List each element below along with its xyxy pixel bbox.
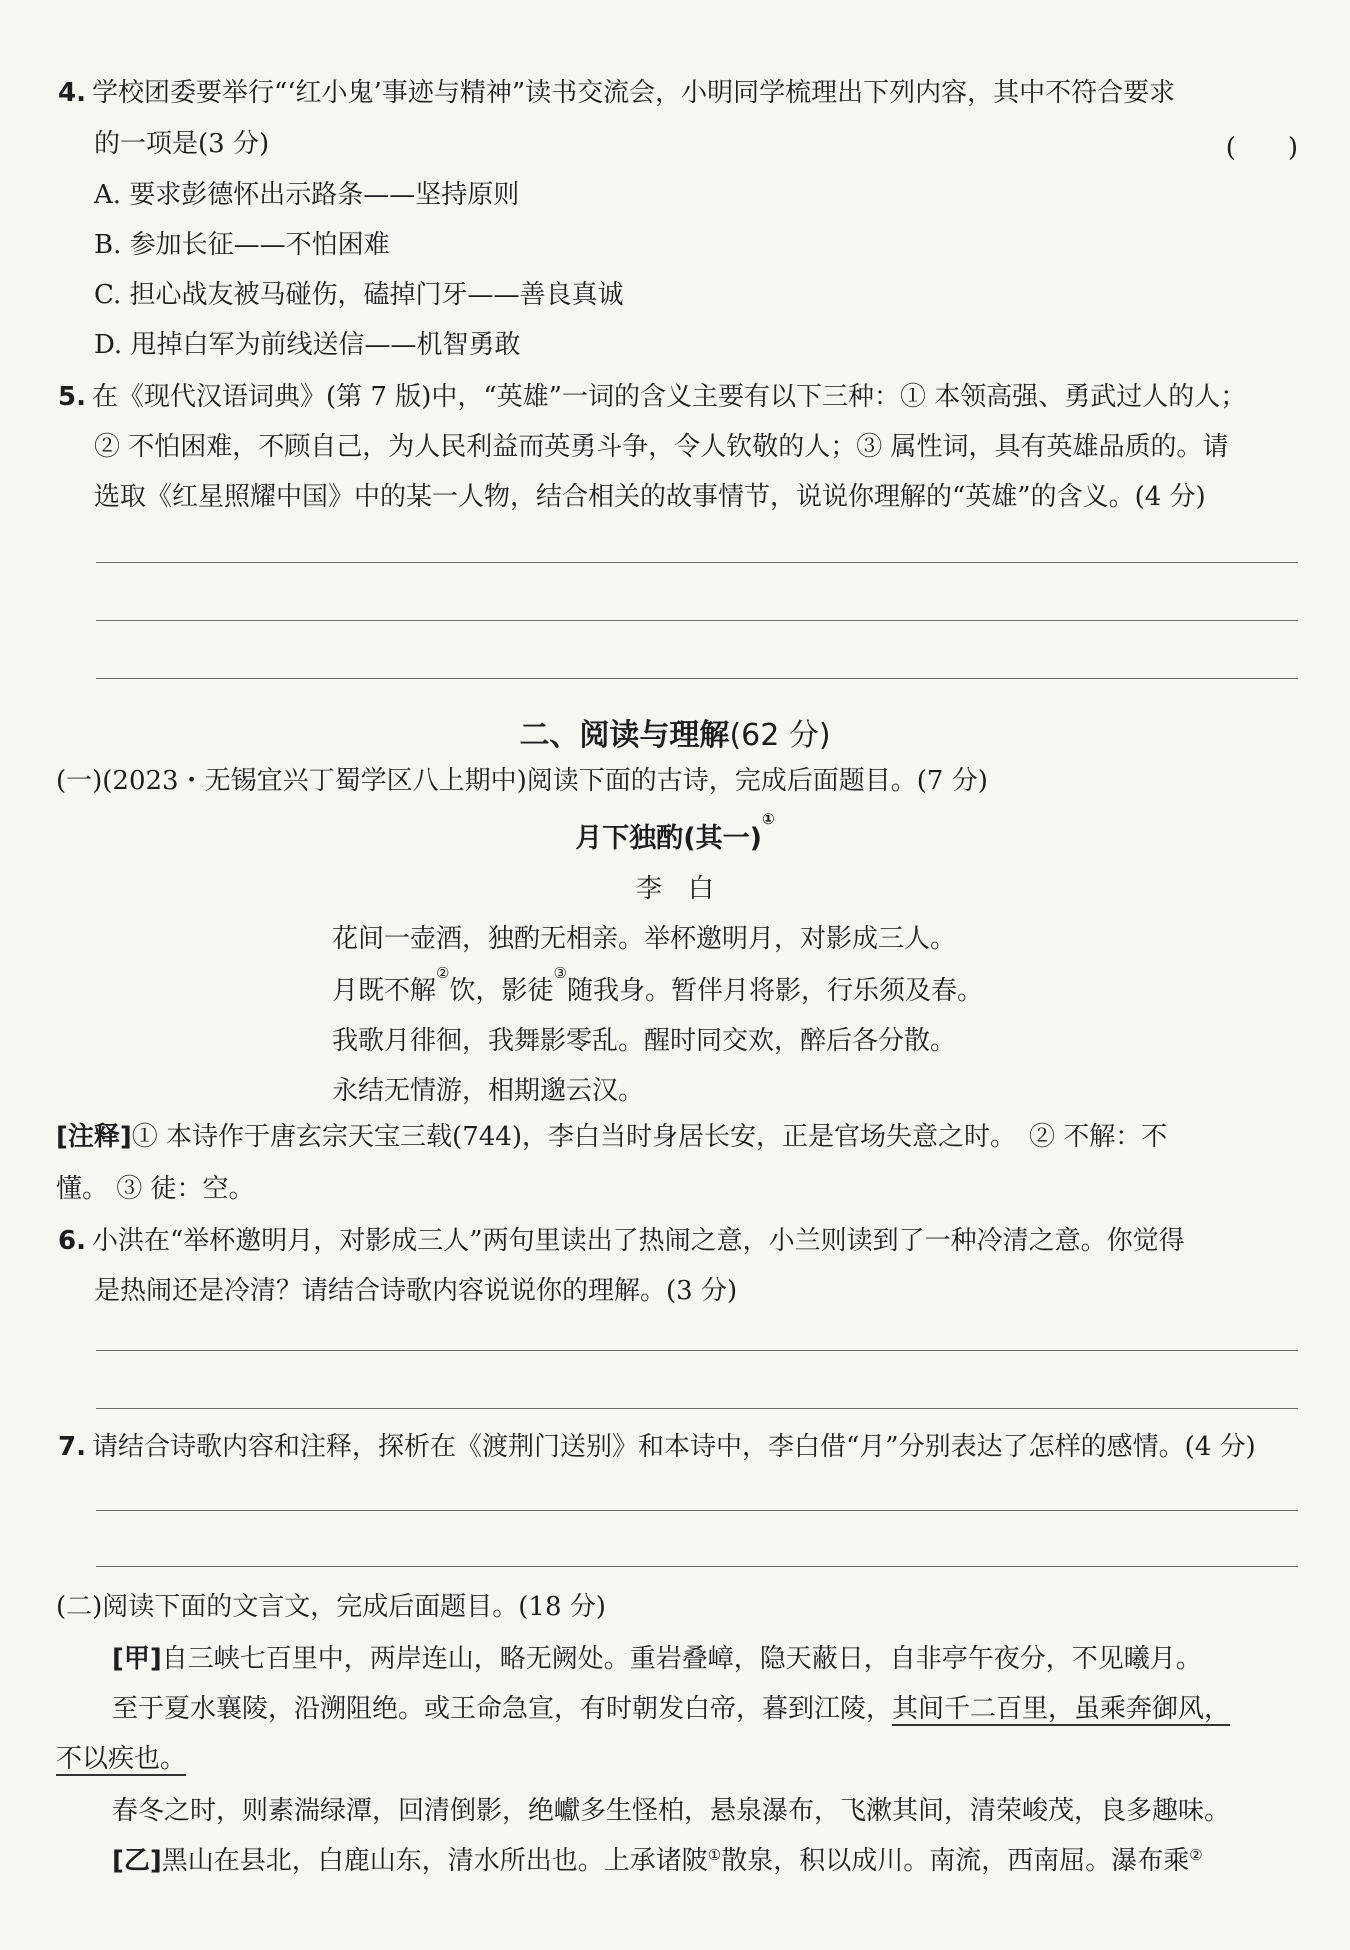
poem-line-2: 月既不解②饮，影徒③随我身。暂伴月将影，行乐须及春。 <box>332 964 983 1006</box>
q6-number: 6. <box>58 1226 86 1256</box>
q5-stem-line1: 5. 在《现代汉语词典》(第 7 版)中，“英雄”一词的含义主要有以下三种：① 本领高强、勇武过人的人； <box>58 382 1247 412</box>
q4-option-d[interactable]: D. 甩掉白军为前线送信——机智勇敢 <box>94 330 521 360</box>
poem-line-3: 我歌月徘徊，我舞影零乱。醒时同交欢，醉后各分散。 <box>332 1026 957 1056</box>
q6-answer-line-1[interactable] <box>96 1350 1298 1351</box>
passage-jia-line3 <box>56 1742 1298 1776</box>
q5-number: 5. <box>58 382 86 412</box>
q4-stem-line2: 的一项是(3 分) <box>94 129 270 159</box>
q4-stem-line1: 4. 学校团委要举行“‘红小鬼’事迹与精神”读书交流会，小明同学梳理出下列内容，其中不符合要求 <box>58 78 1176 108</box>
poem-line-4: 永结无情游，相期邈云汉。 <box>332 1076 645 1106</box>
passage-jia-line1: [甲]自三峡七百里中，两岸连山，略无阙处。重岩叠嶂，隐天蔽日，自非亭午夜分，不见曦月。 <box>112 1644 1202 1674</box>
poem-title: 月下独酌(其一)① <box>575 810 775 854</box>
q6-stem-line2: 是热闹还是冷清？请结合诗歌内容说说你的理解。(3 分) <box>94 1276 738 1306</box>
underlined-sentence-part1: 其间千二百里，虽乘奔御风， <box>892 1694 1231 1724</box>
passage-jia-line2: 至于夏水襄陵，沿溯阻绝。或王命急宣，有时朝发白帝，暮到江陵，其间千二百里，虽乘奔御风， <box>112 1694 1231 1724</box>
q6-stem-line1: 6. 小洪在“举杯邀明月，对影成三人”两句里读出了热闹之意，小兰则读到了一种冷清之意。你觉得 <box>58 1226 1185 1256</box>
poem-line-1: 花间一壶酒，独酌无相亲。举杯邀明月，对影成三人。 <box>332 924 957 954</box>
passage-yi-label: [乙] <box>112 1846 162 1876</box>
q5-answer-line-3[interactable] <box>96 678 1298 679</box>
q5-answer-line-1[interactable] <box>96 562 1298 563</box>
passage-yi-line1: [乙]黑山在县北，白鹿山东，清水所出也。上承诸陂①散泉，积以成川。南流，西南屈。瀑布乘② <box>112 1846 1203 1876</box>
q4-option-b[interactable]: B. 参加长征——不怕困难 <box>94 230 390 260</box>
q7-stem-line1: 7. 请结合诗歌内容和注释，探析在《渡荆门送别》和本诗中，李白借“月”分别表达了怎样的感情。(4 分) <box>58 1432 1256 1462</box>
q5-stem-line3: 选取《红星照耀中国》中的某一人物，结合相关的故事情节，说说你理解的“英雄”的含义。(4 分) <box>94 482 1206 512</box>
q7-answer-line-1[interactable] <box>96 1510 1298 1511</box>
section-heading: 二、阅读与理解(62 分) <box>519 718 831 753</box>
q7-answer-line-2[interactable] <box>96 1566 1298 1567</box>
underlined-sentence-part2: 不以疾也。 <box>56 1744 187 1774</box>
part1-intro: (一)(2023・无锡宜兴丁蜀学区八上期中)阅读下面的古诗，完成后面题目。(7 分) <box>56 766 988 796</box>
passage-jia-label: [甲] <box>112 1644 162 1674</box>
passage-jia-line4: 春冬之时，则素湍绿潭，回清倒影，绝巘多生怪柏，悬泉瀑布，飞漱其间，清荣峻茂，良多趣味。 <box>112 1796 1231 1826</box>
notes-label: [注释] <box>56 1122 132 1152</box>
q5-answer-line-2[interactable] <box>96 620 1298 621</box>
q5-stem-line2: ② 不怕困难，不顾自己，为人民利益而英勇斗争，令人钦敬的人；③ 属性词，具有英雄品质的。请 <box>94 432 1229 462</box>
q4-option-c[interactable]: C. 担心战友被马碰伤，磕掉门牙——善良真诚 <box>94 280 624 310</box>
q7-number: 7. <box>58 1432 86 1462</box>
answer-parentheses[interactable]: ( ) <box>1225 133 1298 163</box>
poem-notes-line2: 懂。 ③ 徒：空。 <box>56 1174 255 1204</box>
poem-author: 李 白 <box>635 874 714 904</box>
part2-intro: (二)阅读下面的文言文，完成后面题目。(18 分) <box>56 1592 606 1622</box>
poem-notes-line1: [注释]① 本诗作于唐玄宗天宝三载(744)，李白当时身居长安，正是官场失意之时。 ② 不解：不 <box>56 1122 1168 1152</box>
q6-answer-line-2[interactable] <box>96 1408 1298 1409</box>
q4-option-a[interactable]: A. 要求彭德怀出示路条——坚持原则 <box>94 180 520 210</box>
q4-number: 4. <box>58 78 86 108</box>
